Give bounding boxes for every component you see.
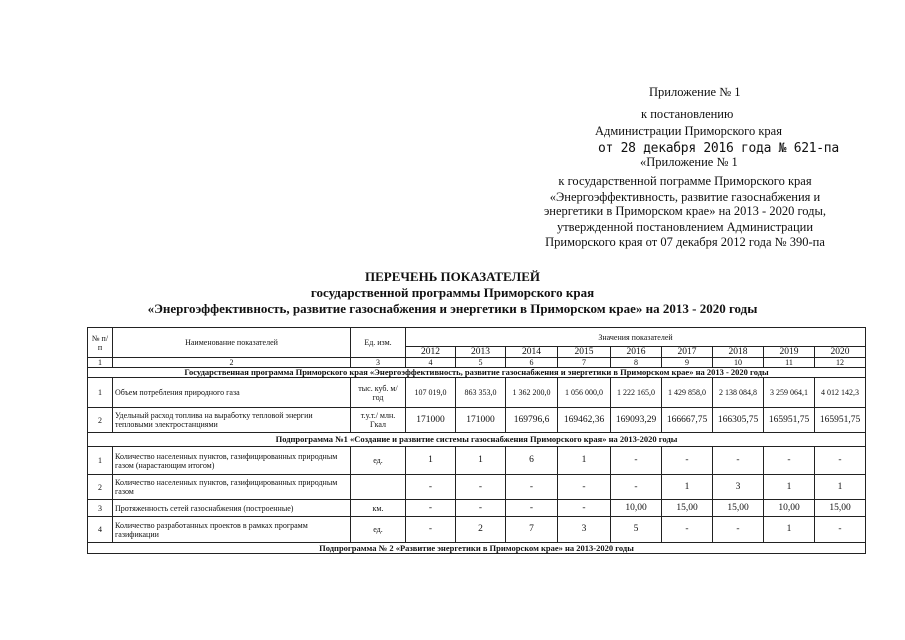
column-number: 11 — [764, 358, 815, 368]
header-line-1: к государственной пограмме Приморского края — [558, 174, 812, 188]
row-value: 171000 — [406, 408, 456, 433]
year-header: 2017 — [662, 347, 713, 358]
row-value: 2 — [456, 517, 506, 543]
row-value: 1 — [558, 447, 611, 475]
row-value: 1 222 165,0 — [611, 378, 662, 408]
row-value: 1 056 000,0 — [558, 378, 611, 408]
row-value: 1 362 200,0 — [506, 378, 558, 408]
row-unit — [351, 475, 406, 500]
section-subprogram-1: Подпрограмма №1 «Создание и развитие системы газоснабжения Приморского края» на 2013-2020 годы — [88, 433, 866, 447]
header-line-4: утвержденной постановлением Администрации — [556, 220, 814, 234]
row-name: Количество населенных пунктов, газифицированных природным газом (нарастающим итогом) — [113, 447, 351, 475]
row-unit: т.у.т./ млн. Гкал — [351, 408, 406, 433]
row-value: - — [506, 475, 558, 500]
col-header-unit: Ед. изм. — [351, 328, 406, 358]
header-line-2: «Энергоэффективность, развитие газоснабжения и — [549, 190, 821, 204]
row-num: 1 — [88, 447, 113, 475]
row-value: 166667,75 — [662, 408, 713, 433]
row-value: - — [662, 517, 713, 543]
row-value: 4 012 142,3 — [815, 378, 866, 408]
row-num: 3 — [88, 500, 113, 517]
row-value: - — [662, 447, 713, 475]
appendix-label: Приложение № 1 — [649, 85, 741, 99]
col-header-num: № п/п — [88, 328, 113, 358]
row-value: 6 — [506, 447, 558, 475]
col-header-name: Наименование показателей — [113, 328, 351, 358]
decree-date-stamp: от 28 декабря 2016 года № 621-па — [598, 141, 839, 156]
section-subprogram-2: Подпрограмма № 2 «Развитие энергетики в Приморском крае» на 2013-2020 годы — [88, 543, 866, 554]
document-program-name: «Энергоэффективность, развитие газоснабжения и энергетики в Приморском крае» на 2013 - 2020 годы — [147, 301, 758, 316]
row-value: 166305,75 — [713, 408, 764, 433]
row-value: - — [713, 447, 764, 475]
column-number: 4 — [406, 358, 456, 368]
column-number: 5 — [456, 358, 506, 368]
row-value: 165951,75 — [815, 408, 866, 433]
appendix-label-2: «Приложение № 1 — [640, 155, 738, 169]
row-name: Количество разработанных проектов в рамках программ газификации — [113, 517, 351, 543]
row-value: - — [713, 517, 764, 543]
row-value: 7 — [506, 517, 558, 543]
row-value: - — [406, 500, 456, 517]
row-value: - — [506, 500, 558, 517]
row-value: 10,00 — [611, 500, 662, 517]
row-value: 1 — [764, 517, 815, 543]
row-value: - — [611, 475, 662, 500]
column-number: 12 — [815, 358, 866, 368]
row-name: Удельный расход топлива на выработку тепловой энергии тепловыми электростанциями — [113, 408, 351, 433]
row-unit: км. — [351, 500, 406, 517]
row-value: 15,00 — [713, 500, 764, 517]
row-value: 107 019,0 — [406, 378, 456, 408]
row-value: 3 — [713, 475, 764, 500]
column-number: 3 — [351, 358, 406, 368]
year-header: 2014 — [506, 347, 558, 358]
row-value: 5 — [611, 517, 662, 543]
year-header: 2013 — [456, 347, 506, 358]
column-number: 2 — [113, 358, 351, 368]
row-value: - — [406, 475, 456, 500]
row-value: 3 — [558, 517, 611, 543]
row-value: 3 259 064,1 — [764, 378, 815, 408]
column-number: 1 — [88, 358, 113, 368]
row-value: 1 — [815, 475, 866, 500]
row-num: 2 — [88, 408, 113, 433]
row-value: - — [611, 447, 662, 475]
row-num: 1 — [88, 378, 113, 408]
row-value: - — [456, 475, 506, 500]
row-value: 1 — [764, 475, 815, 500]
row-value: - — [456, 500, 506, 517]
row-name: Объем потребления природного газа — [113, 378, 351, 408]
year-header: 2018 — [713, 347, 764, 358]
row-name: Протяженность сетей газоснабжения (построенные) — [113, 500, 351, 517]
column-number: 6 — [506, 358, 558, 368]
row-name: Количество населенных пунктов, газифицированных природным газом — [113, 475, 351, 500]
row-value: 169093,29 — [611, 408, 662, 433]
row-value: - — [815, 447, 866, 475]
column-number: 7 — [558, 358, 611, 368]
section-main-program: Государственная программа Приморского края «Энергоэффективность, развитие газоснабжения и энергетики в Приморском крае» на 2013 - 2020 годы — [88, 368, 866, 378]
year-header: 2015 — [558, 347, 611, 358]
row-value: 1 429 858,0 — [662, 378, 713, 408]
row-value: 171000 — [456, 408, 506, 433]
year-header: 2016 — [611, 347, 662, 358]
year-header: 2012 — [406, 347, 456, 358]
row-value: 169462,36 — [558, 408, 611, 433]
decree-reference: к постановлению — [641, 107, 734, 121]
year-header: 2019 — [764, 347, 815, 358]
document-title: ПЕРЕЧЕНЬ ПОКАЗАТЕЛЕЙ — [364, 269, 541, 284]
year-header: 2020 — [815, 347, 866, 358]
row-value: 2 138 084,8 — [713, 378, 764, 408]
column-number: 10 — [713, 358, 764, 368]
row-value: - — [558, 500, 611, 517]
row-value: 863 353,0 — [456, 378, 506, 408]
column-number: 8 — [611, 358, 662, 368]
administration-label: Администрации Приморского края — [595, 124, 782, 138]
row-unit: ед. — [351, 447, 406, 475]
row-value: - — [815, 517, 866, 543]
row-value: 10,00 — [764, 500, 815, 517]
row-value: 1 — [406, 447, 456, 475]
col-header-values: Значения показателей — [406, 328, 866, 347]
row-unit: ед. — [351, 517, 406, 543]
row-value: 15,00 — [815, 500, 866, 517]
row-value: - — [558, 475, 611, 500]
header-line-5: Приморского края от 07 декабря 2012 года № 390-па — [545, 235, 825, 249]
row-value: 1 — [456, 447, 506, 475]
row-value: 15,00 — [662, 500, 713, 517]
column-number: 9 — [662, 358, 713, 368]
row-unit: тыс. куб. м/год — [351, 378, 406, 408]
row-value: 1 — [662, 475, 713, 500]
header-line-3: энергетики в Приморском крае» на 2013 - 2020 годы, — [543, 204, 827, 218]
row-value: 165951,75 — [764, 408, 815, 433]
row-value: 169796,6 — [506, 408, 558, 433]
row-value: - — [406, 517, 456, 543]
row-num: 2 — [88, 475, 113, 500]
document-subtitle: государственной программы Приморского края — [310, 285, 595, 300]
row-value: - — [764, 447, 815, 475]
row-num: 4 — [88, 517, 113, 543]
indicators-table — [87, 327, 866, 554]
